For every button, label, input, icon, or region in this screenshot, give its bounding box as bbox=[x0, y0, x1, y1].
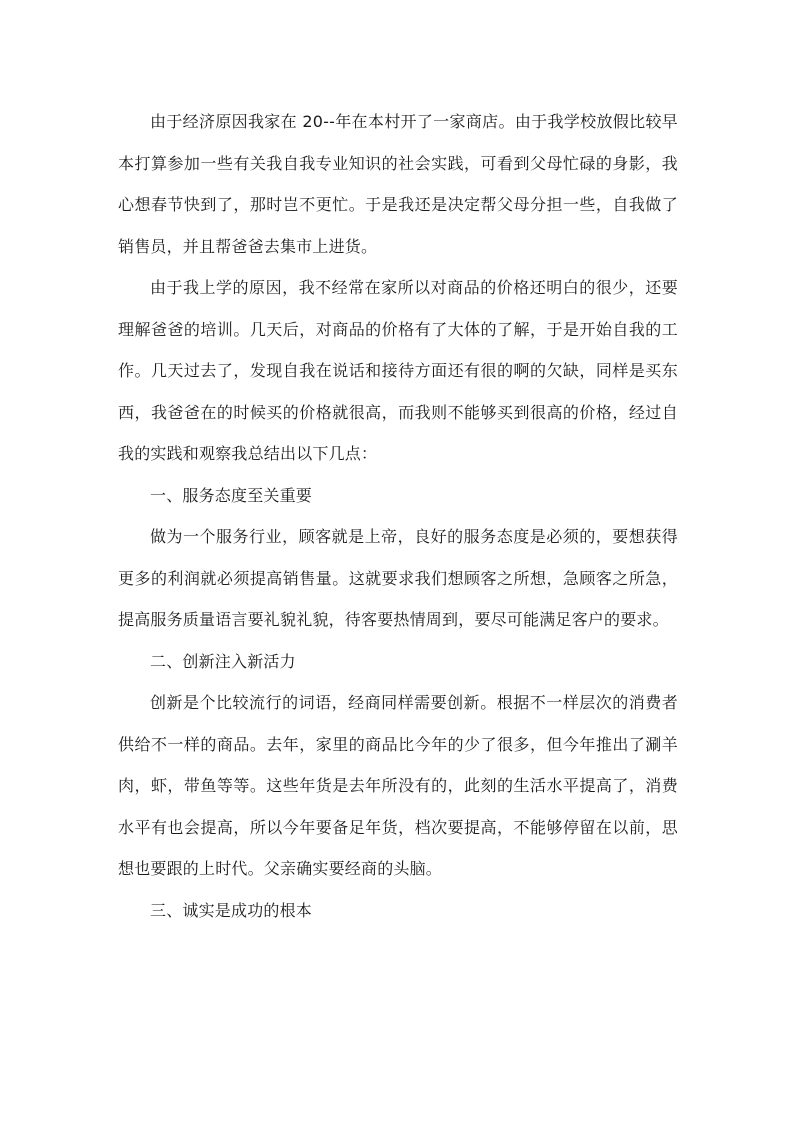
paragraph-innovation: 创新是个比较流行的词语，经商同样需要创新。根据不一样层次的消费者供给不一样的商品。去年，家里的商品比今年的少了很多，但今年推出了涮羊肉，虾，带鱼等等。这些年货是去年所没有的，此刻的生活水平提高了，消费水平有也会提高，所以今年要备足年货，档次要提高，不能够停留在以前，思想也要跟的上时代。父亲确实要经商的头脑。 bbox=[118, 693, 678, 878]
section-heading-innovation: 二、创新注入新活力 bbox=[150, 651, 296, 671]
section-heading-honesty: 三、诚实是成功的根本 bbox=[150, 900, 313, 920]
document-body bbox=[118, 101, 678, 931]
section-heading-service-attitude: 一、服务态度至关重要 bbox=[150, 485, 313, 505]
paragraph-service-attitude: 做为一个服务行业，顾客就是上帝，良好的服务态度是必须的，要想获得更多的利润就必须提高销售量。这就要求我们想顾客之所想，急顾客之所急，提高服务质量语言要礼貌礼貌，待客要热情周到，要尽可能满足客户的要求。 bbox=[118, 527, 678, 629]
paragraph-learning-prices: 由于我上学的原因，我不经常在家所以对商品的价格还明白的很少，还要理解爸爸的培训。几天后，对商品的价格有了大体的了解，于是开始自我的工作。几天过去了，发现自我在说话和接待方面还有很的啊的欠缺，同样是买东西，我爸爸在的时候买的价格就很高，而我则不能够买到很高的价格，经过自我的实践和观察我总结出以下几点： bbox=[118, 278, 678, 463]
paragraph-store-background: 由于经济原因我家在 20--年在本村开了一家商店。由于我学校放假比较早本打算参加一些有关我自我专业知识的社会实践，可看到父母忙碌的身影，我心想春节快到了，那时岂不更忙。于是我还是决定帮父母分担一些，自我做了销售员，并且帮爸爸去集市上进货。 bbox=[118, 112, 678, 256]
